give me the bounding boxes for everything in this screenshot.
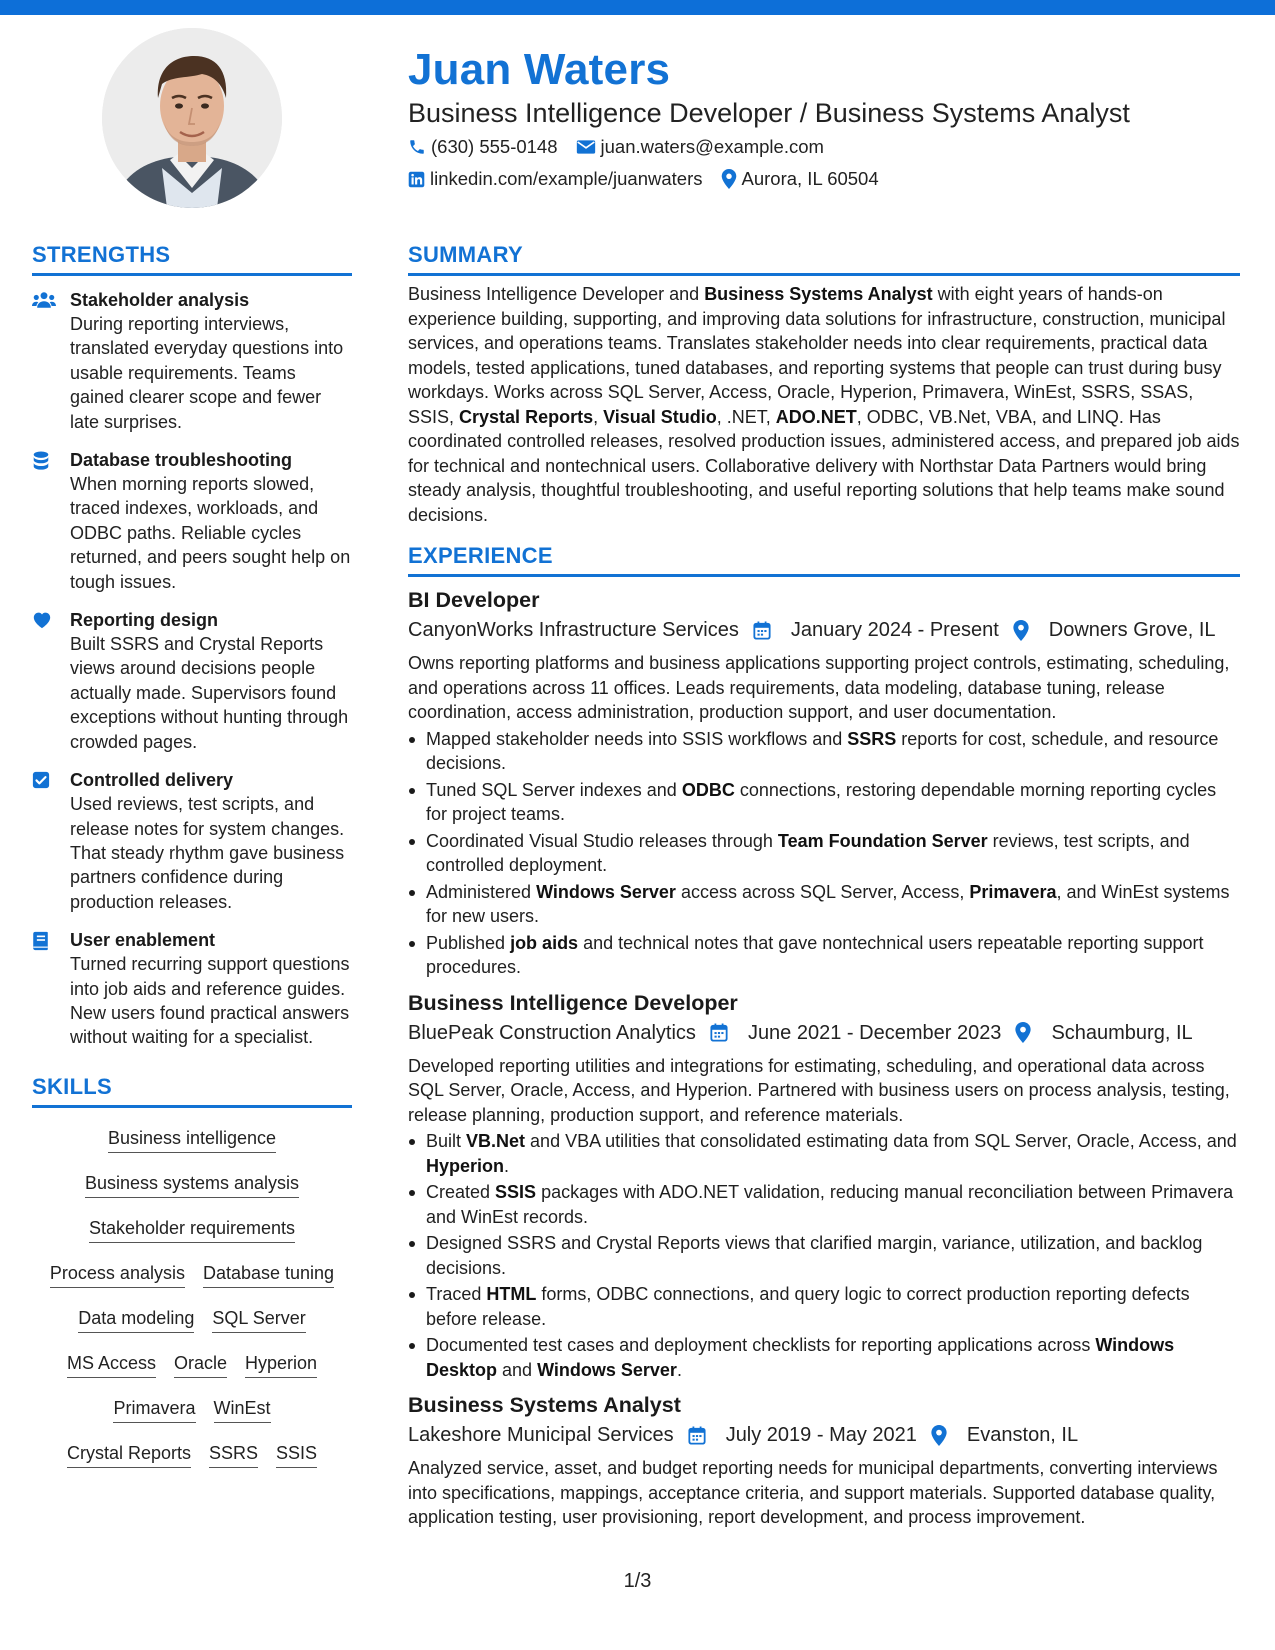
text-segment: connections, restoring dependable morning reporting cycles for project teams.	[426, 779, 1217, 824]
job-dates	[688, 1420, 917, 1450]
job-location-text: Downers Grove, IL	[1048, 619, 1216, 641]
strength-title: Reporting design	[70, 610, 218, 631]
contact-row-2	[408, 164, 1238, 194]
job-meta	[408, 1018, 1240, 1048]
page-number: 1/3	[623, 1570, 652, 1592]
bold-keyword: SSIS	[495, 1182, 537, 1202]
list-item	[408, 1180, 1240, 1229]
portrait-image	[102, 28, 282, 208]
strength-text	[70, 608, 352, 754]
checkbox-icon	[32, 768, 70, 914]
bold-keyword: Business Systems Analyst	[704, 284, 933, 304]
strength-item-database-troubleshooting	[32, 448, 352, 594]
company-name: Lakeshore Municipal Services	[408, 1424, 674, 1446]
list-item	[408, 829, 1240, 878]
job-entry-bluepeak-construction-analytics	[408, 988, 1240, 1383]
bold-keyword: job aids	[510, 932, 579, 953]
text-segment: Business Intelligence Developer and	[408, 284, 705, 304]
skill-tag-database-tuning: Database tuning	[203, 1262, 334, 1288]
bold-keyword: Primavera	[969, 881, 1057, 902]
experience-heading: EXPERIENCE	[408, 541, 1240, 577]
email-icon	[576, 139, 596, 155]
bold-keyword: HTML	[486, 1284, 537, 1304]
job-entry-canyonworks-infrastructure-services	[408, 585, 1240, 980]
job-dates-text: June 2021 - December 2023	[747, 1021, 1002, 1044]
text-segment: Tuned SQL Server indexes and	[426, 779, 682, 800]
users-icon	[32, 288, 70, 434]
skill-tag-primavera: Primavera	[113, 1397, 195, 1423]
skills-heading: SKILLS	[32, 1072, 352, 1108]
job-description: Analyzed service, asset, and budget reporting needs for municipal departments, converting interviews into specifications, mappings, acceptance criteria, and support materials. Supported database quality, application testing, user provisioning, report development, and process improvement.	[408, 1458, 1218, 1527]
skill-row	[32, 1388, 352, 1433]
job-title: Business Systems Analyst	[408, 1393, 681, 1417]
left-column	[32, 240, 352, 1478]
strength-text	[70, 768, 352, 914]
candidate-name: Juan Waters	[408, 45, 671, 94]
job-dates-text: July 2019 - May 2021	[725, 1424, 917, 1446]
strength-title: Stakeholder analysis	[70, 290, 250, 310]
text-segment: , and WinEst systems for new users.	[426, 881, 1230, 926]
skill-tag-winest: WinEst	[214, 1397, 271, 1423]
job-meta	[408, 615, 1240, 645]
strength-item-reporting-design	[32, 608, 352, 754]
skill-tag-business-systems-analysis: Business systems analysis	[85, 1172, 299, 1198]
calendar-icon	[688, 1426, 716, 1445]
location-pin-icon	[1015, 1022, 1041, 1043]
strength-text	[70, 288, 352, 434]
strength-title: Controlled delivery	[70, 770, 234, 791]
text-segment: Published	[426, 932, 511, 953]
book-icon	[32, 928, 70, 1050]
list-item	[408, 931, 1240, 980]
bold-keyword: Windows Desktop	[426, 1335, 1175, 1380]
strength-title: User enablement	[70, 930, 216, 951]
phone-text: (630) 555-0148	[431, 136, 558, 157]
calendar-icon	[753, 621, 781, 640]
text-segment: packages with ADO.NET validation, reducing manual reconciliation between Primavera and WinEst records.	[426, 1182, 1234, 1227]
job-location	[931, 1420, 1078, 1450]
job-bullets	[408, 1129, 1240, 1382]
location-pin-icon	[931, 1425, 957, 1446]
bold-keyword: Team Foundation Server	[777, 830, 988, 851]
job-dates-text: January 2024 - Present	[790, 619, 999, 641]
job-description: Owns reporting platforms and business applications supporting project controls, estimating, scheduling, and operations across 11 offices. Leads requirements, data modeling, database tuning, release coordination, access administration, production support, and user documentation.	[408, 653, 1230, 722]
strength-text	[70, 928, 352, 1050]
strength-description: When morning reports slowed, traced indexes, workloads, and ODBC paths. Reliable cycles returned, and peers sought help on tough issues.	[70, 474, 351, 592]
strength-description: Built SSRS and Crystal Reports views around decisions people actually made. Supervisors found exceptions without hunting through crowded pages.	[70, 634, 349, 752]
strength-text	[70, 448, 352, 594]
bold-keyword: Visual Studio	[603, 406, 717, 427]
list-item	[408, 1231, 1240, 1280]
location-text: Aurora, IL 60504	[741, 168, 879, 189]
skill-tag-ms-access: MS Access	[67, 1352, 156, 1378]
summary-text	[408, 282, 1240, 527]
candidate-headline: Business Intelligence Developer / Business Systems Analyst	[408, 98, 1130, 128]
email-text: juan.waters@example.com	[600, 136, 824, 157]
text-segment: reviews, test scripts, and controlled deployment.	[426, 830, 1190, 875]
skill-tag-process-analysis: Process analysis	[50, 1262, 185, 1288]
text-segment: Documented test cases and deployment checklists for reporting applications across	[426, 1335, 1096, 1355]
list-item	[408, 1129, 1240, 1178]
list-item	[408, 778, 1240, 827]
text-segment: .	[676, 1359, 682, 1380]
bold-keyword: ADO.NET	[775, 406, 857, 427]
heart-icon	[32, 608, 70, 754]
job-dates	[753, 615, 999, 645]
company-name: CanyonWorks Infrastructure Services	[408, 619, 739, 641]
linkedin-text: linkedin.com/example/juanwaters	[430, 168, 703, 189]
text-segment: ,	[593, 406, 604, 427]
job-description: Developed reporting utilities and integrations for estimating, scheduling, and operational data across SQL Server, Oracle, Access, and Hyperion. Partnered with business users on process analysis, testing, release planning, production support, and reference materials.	[408, 1055, 1230, 1125]
skill-tag-ssrs: SSRS	[209, 1442, 258, 1468]
job-location-text: Schaumburg, IL	[1051, 1021, 1193, 1044]
skill-row	[32, 1253, 352, 1298]
text-segment: Administered	[426, 881, 537, 902]
skill-tag-sql-server: SQL Server	[212, 1307, 305, 1333]
contact-row-1	[408, 132, 1238, 162]
skill-row	[32, 1298, 352, 1343]
linkedin-icon	[408, 171, 425, 188]
job-dates	[710, 1018, 1002, 1048]
text-segment: access across SQL Server, Access,	[675, 881, 970, 902]
job-bullets	[408, 727, 1240, 980]
strength-title: Database troubleshooting	[70, 450, 293, 471]
skill-row	[32, 1433, 352, 1478]
strengths-heading: STRENGTHS	[32, 240, 352, 276]
list-item	[408, 1282, 1240, 1331]
skill-tag-ssis: SSIS	[276, 1442, 317, 1468]
text-segment: , ODBC, VB.Net, VBA, and LINQ. Has coordinated controlled releases, resolved production issues, administered access, and prepared job aids for technical and nontechnical users. Collaborative delivery with Northstar Data Partners would bring steady analysis, thoughtful troubleshooting, and useful reporting solutions that help teams make sound decisions.	[408, 406, 1240, 525]
strength-item-stakeholder-analysis	[32, 288, 352, 434]
text-segment: Mapped stakeholder needs into SSIS workflows and	[426, 728, 848, 749]
bold-keyword: Windows Server	[536, 881, 676, 902]
experience-list	[408, 585, 1240, 1530]
linkedin-contact[interactable]	[408, 168, 703, 190]
top-accent-bar	[0, 0, 1275, 15]
text-segment: forms, ODBC connections, and query logic to correct production reporting defects before release.	[426, 1284, 1190, 1329]
skill-row	[32, 1118, 352, 1163]
profile-photo	[102, 28, 282, 208]
resume-header	[408, 44, 1238, 194]
phone-icon	[408, 138, 426, 156]
email-contact[interactable]	[576, 136, 824, 158]
text-segment: Built	[426, 1131, 467, 1151]
job-location	[1015, 1018, 1192, 1048]
text-segment: and VBA utilities that consolidated estimating data from SQL Server, Oracle, Access, and	[525, 1131, 1237, 1151]
skill-tag-oracle: Oracle	[174, 1352, 227, 1378]
strength-description: Turned recurring support questions into job aids and reference guides. New users found practical answers without waiting for a specialist.	[70, 954, 350, 1048]
skill-tag-stakeholder-requirements: Stakeholder requirements	[89, 1217, 295, 1243]
job-location	[1013, 615, 1216, 645]
text-segment: .	[504, 1155, 510, 1176]
job-location-text: Evanston, IL	[966, 1424, 1079, 1446]
bold-keyword: Windows Server	[537, 1359, 677, 1380]
skill-row	[32, 1208, 352, 1253]
skill-row	[32, 1343, 352, 1388]
skill-tag-data-modeling: Data modeling	[78, 1307, 194, 1333]
strength-item-controlled-delivery	[32, 768, 352, 914]
company-name: BluePeak Construction Analytics	[408, 1021, 696, 1044]
bold-keyword: VB.Net	[466, 1131, 526, 1151]
skill-tag-business-intelligence: Business intelligence	[108, 1127, 276, 1153]
strength-item-user-enablement	[32, 928, 352, 1050]
calendar-icon	[710, 1023, 738, 1042]
summary-heading: SUMMARY	[408, 240, 1240, 276]
strength-description: Used reviews, test scripts, and release notes for system changes. That steady rhythm gave business partners confidence during production releases.	[70, 794, 345, 912]
bold-keyword: Hyperion	[426, 1155, 505, 1176]
text-segment: Coordinated Visual Studio releases through	[426, 830, 778, 851]
skill-tag-hyperion: Hyperion	[245, 1352, 317, 1378]
skill-tag-crystal-reports: Crystal Reports	[67, 1442, 191, 1468]
text-segment: Designed SSRS and Crystal Reports views that clarified margin, variance, utilization, and backlog decisions.	[426, 1233, 1203, 1278]
bold-keyword: Crystal Reports	[459, 406, 594, 427]
phone-contact[interactable]	[408, 136, 558, 158]
job-title: BI Developer	[408, 588, 540, 612]
text-segment: Created	[426, 1182, 496, 1202]
bold-keyword: SSRS	[847, 728, 897, 749]
location-pin-icon	[721, 169, 737, 189]
job-entry-lakeshore-municipal-services	[408, 1390, 1240, 1530]
text-segment: with eight years of hands-on experience building, supporting, and improving data solutions for infrastructure, construction, municipal services, and operations teams. Translates stakeholder needs into clear requirements, practical data models, tested applications, tuned databases, and reporting systems that people can trust during busy workdays. Works across SQL Server, Access, Oracle, Hyperion, Primavera, WinEst, SSRS, SSAS, SSIS,	[408, 284, 1226, 427]
list-item	[408, 727, 1240, 776]
right-column	[408, 240, 1240, 1530]
text-segment: and	[497, 1359, 538, 1380]
list-item	[408, 1333, 1240, 1382]
bold-keyword: ODBC	[681, 779, 735, 800]
strength-description: During reporting interviews, translated everyday questions into usable requirements. Teams gained clearer scope and fewer late surprises.	[70, 314, 344, 432]
skill-row	[32, 1163, 352, 1208]
skills-list	[32, 1118, 352, 1478]
text-segment: and technical notes that gave nontechnical users repeatable reporting support procedures.	[426, 932, 1204, 977]
job-title: Business Intelligence Developer	[408, 990, 738, 1015]
text-segment: Traced	[426, 1284, 487, 1304]
database-icon	[32, 448, 70, 594]
location-contact	[721, 168, 879, 190]
list-item	[408, 880, 1240, 929]
text-segment: , .NET,	[716, 406, 776, 427]
strengths-list	[32, 288, 352, 1050]
text-segment: reports for cost, schedule, and resource decisions.	[426, 728, 1219, 773]
location-pin-icon	[1013, 620, 1039, 641]
job-meta	[408, 1420, 1240, 1450]
